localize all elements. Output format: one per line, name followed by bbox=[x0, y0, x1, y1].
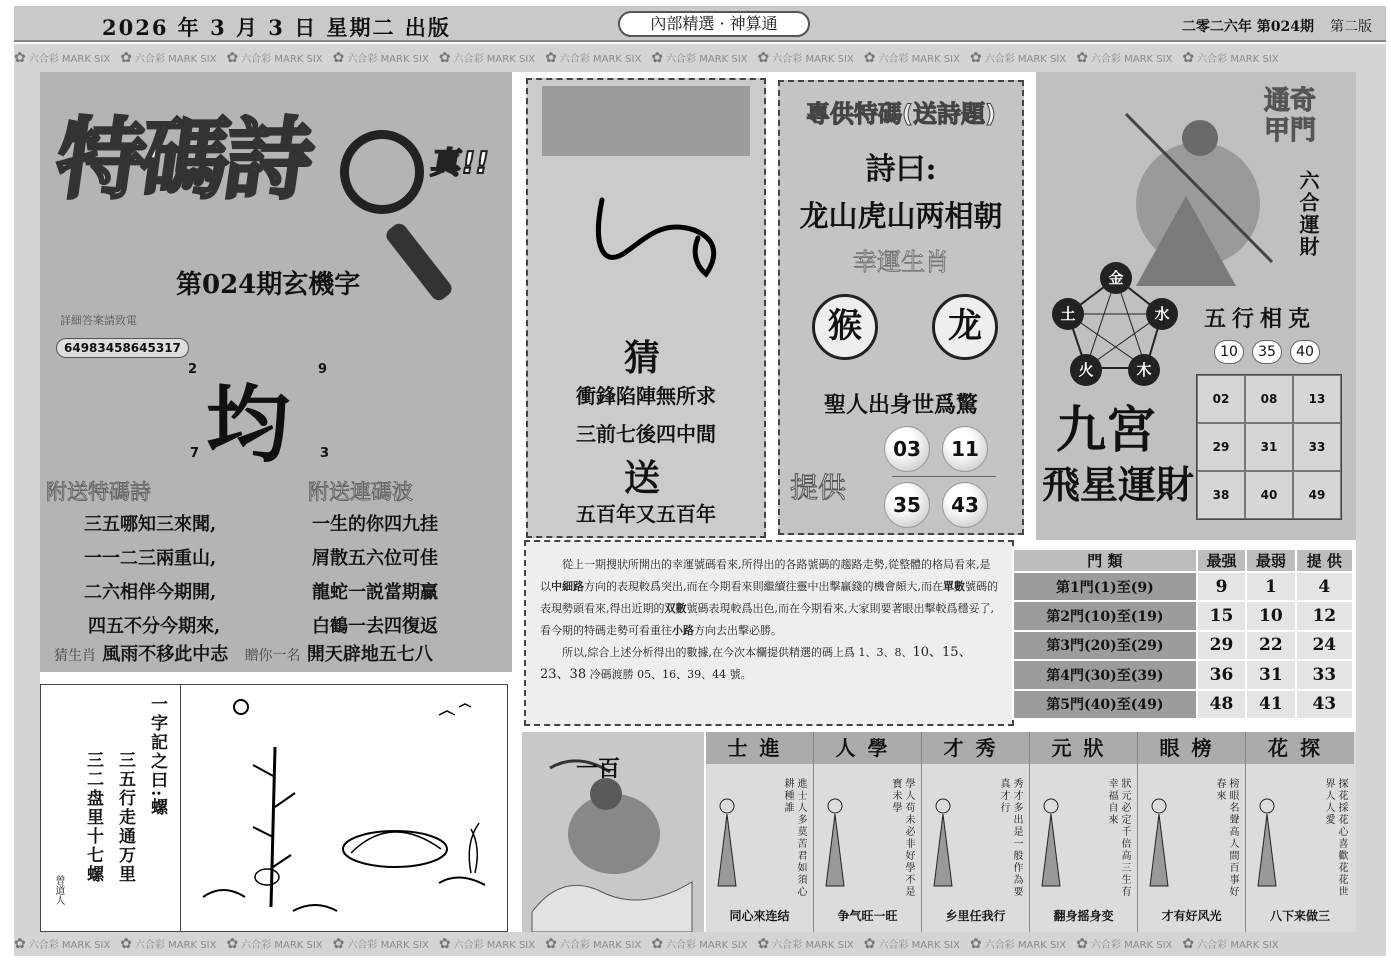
guess-send-panel bbox=[526, 78, 766, 538]
brand-mark: ✿ 六合彩 MARK SIX bbox=[758, 44, 854, 72]
guess-text: 風雨不移此中志 bbox=[102, 644, 229, 665]
brand-mark: ✿ 六合彩 MARK SIX bbox=[1076, 932, 1172, 956]
grid-cell: 02 bbox=[1197, 375, 1245, 423]
title-column bbox=[922, 732, 1030, 932]
analysis-paragraph: 所以,綜合上述分析得出的數據,在今次本欄提供精選的碼上爲 1、3、8、10、15、23、38 冷碼渡勝 05、16、39、44 號。 bbox=[540, 645, 972, 682]
grid-cell: 13 bbox=[1293, 375, 1341, 423]
figure-illustration bbox=[712, 788, 742, 892]
poem-line: 一生的你四九挂 bbox=[312, 514, 438, 535]
masthead-seal: 內部精選 · 神算通 bbox=[618, 11, 810, 37]
brand-mark: ✿ 六合彩 MARK SIX bbox=[864, 44, 960, 72]
column-poem: 探花採花心喜歡花花世界人人愛 bbox=[1323, 778, 1347, 898]
grid-cell: 40 bbox=[1245, 471, 1293, 519]
table-cell: 第2門(10)至(19) bbox=[1013, 601, 1197, 630]
poem-line: 龍蛇一説當期贏 bbox=[312, 582, 438, 603]
grid-cell: 38 bbox=[1197, 471, 1245, 519]
column-header: 元狀 bbox=[1030, 732, 1137, 764]
poem-line: 龙山虎山两相朝 bbox=[799, 199, 1003, 233]
signature: 曾道人 bbox=[53, 875, 64, 905]
brand-mark: ✿ 六合彩 MARK SIX bbox=[120, 932, 216, 956]
column-footer: 翻身摇身变 bbox=[1053, 909, 1114, 923]
table-row bbox=[1013, 601, 1353, 630]
riddle-character: 均 bbox=[206, 375, 291, 474]
brand-mark: ✿ 六合彩 MARK SIX bbox=[545, 932, 641, 956]
verse-heading: 一字記之曰:螺 bbox=[147, 695, 167, 818]
column-footer: 八下来做三 bbox=[1269, 909, 1330, 923]
column-poem: 榜眼名聲高人間百事好春來 bbox=[1214, 778, 1238, 898]
table-cell: 29 bbox=[1197, 631, 1246, 660]
brand-mark: ✿ 六合彩 MARK SIX bbox=[14, 44, 110, 72]
poem-line: 二六相伴今期開, bbox=[84, 582, 217, 603]
table-row bbox=[1013, 631, 1353, 660]
table-cell: 4 bbox=[1296, 572, 1353, 601]
table-cell: 48 bbox=[1197, 690, 1246, 719]
number-ball: 03 bbox=[884, 426, 930, 472]
brand-mark: ✿ 六合彩 MARK SIX bbox=[439, 44, 535, 72]
poem-line: 衝鋒陷陣無所求 bbox=[576, 384, 716, 408]
brand-mark: ✿ 六合彩 MARK SIX bbox=[651, 44, 747, 72]
brand-mark: ✿ 六合彩 MARK SIX bbox=[1182, 44, 1278, 72]
zodiac-badge: 猴 bbox=[812, 294, 878, 360]
column-header: 提 供 bbox=[1296, 549, 1353, 572]
grid-cell: 08 bbox=[1245, 375, 1293, 423]
column-poem: 學人苟未必非好學不是寶未學 bbox=[890, 778, 914, 898]
masthead bbox=[14, 6, 1386, 42]
figure-illustration bbox=[928, 788, 958, 892]
brand-strip-top bbox=[14, 44, 1386, 72]
guess-line bbox=[54, 640, 433, 666]
zodiac-badge: 龙 bbox=[932, 294, 998, 360]
banner-bar bbox=[542, 86, 750, 156]
verse-column bbox=[41, 685, 181, 931]
element-node: 金 bbox=[1100, 262, 1132, 294]
clue-number: 2 bbox=[188, 362, 198, 377]
gift-poem-header: 附送特碼詩 bbox=[46, 480, 151, 504]
special-code-poem-panel bbox=[40, 72, 512, 672]
poem-line: 屑散五六位可佳 bbox=[312, 548, 438, 569]
magnifier-icon bbox=[340, 130, 424, 214]
column-header: 人學 bbox=[814, 732, 921, 764]
column-header: 才秀 bbox=[922, 732, 1029, 764]
banner-label: 一百 bbox=[576, 756, 621, 782]
number-ball: 43 bbox=[942, 482, 988, 528]
table-cell: 33 bbox=[1296, 660, 1353, 689]
brand-mark: ✿ 六合彩 MARK SIX bbox=[545, 44, 641, 72]
analysis-paragraph: 從上一期搜狀所開出的幸運號碼看來,所得出的各路號碼的趨路走勢,從整體的格局看來,是以中細路方向的表現較爲突出,而在今期看來則繼續往靈中出擊贏錢的機會頗大,而在單數號碼的表現勢頭看來,得出近期的双數號碼表現較爲出色,而在今期看來,大家則要著眼出擊較爲穩妥了,看今期的特碼走勢可看重往小路方向去出擊必勝。 bbox=[540, 558, 998, 637]
column-header: 花探 bbox=[1246, 732, 1354, 764]
brand-strip-left bbox=[14, 72, 40, 932]
column-header: 最弱 bbox=[1246, 549, 1295, 572]
column-footer: 同心來连结 bbox=[729, 909, 790, 923]
ink-landscape-drawing bbox=[183, 687, 505, 929]
table-cell: 第1門(1)至(9) bbox=[1013, 572, 1197, 601]
table-cell: 24 bbox=[1296, 631, 1353, 660]
small-note: 詳細答案請致電 bbox=[60, 314, 137, 327]
wuxing-title: 五行相克 bbox=[1204, 306, 1317, 332]
guess-label: 猜生肖 bbox=[54, 648, 96, 664]
send-character: 送 bbox=[624, 457, 661, 499]
feixing-title: 飛星運財 bbox=[1042, 462, 1195, 507]
brand-mark: ✿ 六合彩 MARK SIX bbox=[651, 932, 747, 956]
nine-palace-grid bbox=[1196, 374, 1342, 520]
special-code-panel bbox=[778, 80, 1024, 535]
table-cell: 41 bbox=[1246, 690, 1295, 719]
column-header: 眼榜 bbox=[1138, 732, 1245, 764]
brand-strip-bottom bbox=[14, 932, 1386, 956]
grid-cell: 29 bbox=[1197, 423, 1245, 471]
table-cell: 第4門(30)至(39) bbox=[1013, 660, 1197, 689]
issue-label: 二零二六年 第024期 第二版 bbox=[1181, 19, 1372, 35]
verse-line: 三二盘里十七螺 bbox=[83, 751, 103, 884]
number-ball: 35 bbox=[884, 482, 930, 528]
provide-label: 提供 bbox=[790, 471, 847, 504]
bottom-line: 五百年又五百年 bbox=[576, 502, 716, 526]
panel-title: 特碼詩 bbox=[49, 108, 317, 211]
figure-illustration bbox=[1252, 788, 1282, 892]
title-column bbox=[1030, 732, 1138, 932]
figure-illustration bbox=[1144, 788, 1174, 892]
liuhe-label: 六合運財 bbox=[1296, 170, 1320, 258]
name-text: 開天辟地五七八 bbox=[306, 644, 433, 665]
column-footer: 才有好风光 bbox=[1161, 909, 1222, 923]
poem-line: 聖人出身世爲驚 bbox=[823, 392, 978, 418]
number-chip: 40 bbox=[1290, 340, 1320, 364]
brand-mark: ✿ 六合彩 MARK SIX bbox=[1182, 932, 1278, 956]
poem-line: 三五哪知三來聞, bbox=[84, 514, 217, 535]
element-node: 土 bbox=[1052, 298, 1084, 330]
brand-strip-right bbox=[1356, 72, 1386, 932]
table-cell: 第3門(20)至(29) bbox=[1013, 631, 1197, 660]
figure-illustration bbox=[1036, 788, 1066, 892]
brand-mark: ✿ 六合彩 MARK SIX bbox=[120, 44, 216, 72]
brand-mark: ✿ 六合彩 MARK SIX bbox=[14, 932, 110, 956]
number-ball: 11 bbox=[942, 426, 988, 472]
grid-cell: 33 bbox=[1293, 423, 1341, 471]
table-cell: 12 bbox=[1296, 601, 1353, 630]
name-label: 贈你一名 bbox=[244, 648, 301, 664]
number-chip: 35 bbox=[1252, 340, 1282, 364]
brand-mark: ✿ 六合彩 MARK SIX bbox=[970, 932, 1066, 956]
analysis-text-panel bbox=[524, 540, 1014, 726]
divider bbox=[892, 476, 996, 477]
table-row bbox=[1013, 690, 1353, 719]
nine-palace-panel bbox=[1036, 72, 1356, 540]
phone-number: 64983458645317 bbox=[56, 338, 189, 358]
grid-cell: 31 bbox=[1245, 423, 1293, 471]
table-row bbox=[1013, 572, 1353, 601]
clue-number: 9 bbox=[318, 362, 328, 377]
brand-mark: ✿ 六合彩 MARK SIX bbox=[226, 44, 322, 72]
column-poem: 狀元必定千倍高三生有幸福自來 bbox=[1106, 778, 1130, 898]
god-figure-panel bbox=[522, 732, 704, 932]
column-header: 門 類 bbox=[1013, 549, 1197, 572]
brand-mark: ✿ 六合彩 MARK SIX bbox=[333, 44, 429, 72]
title-tag: 真!! bbox=[428, 146, 492, 181]
brand-mark: ✿ 六合彩 MARK SIX bbox=[864, 932, 960, 956]
element-node: 水 bbox=[1146, 298, 1178, 330]
title-column bbox=[814, 732, 922, 932]
issue-riddle-label: 第024期玄機字 bbox=[176, 270, 361, 300]
guess-character: 猜 bbox=[624, 337, 661, 379]
one-word-panel bbox=[40, 684, 508, 932]
title-column bbox=[1138, 732, 1246, 932]
poem-line: 白鶴一去四復返 bbox=[312, 616, 438, 637]
lucky-zodiac-label: 幸運生肖 bbox=[853, 248, 949, 276]
table-cell: 36 bbox=[1197, 660, 1246, 689]
brand-mark: ✿ 六合彩 MARK SIX bbox=[1076, 44, 1172, 72]
clue-number: 7 bbox=[190, 446, 200, 461]
column-poem: 秀才多出是一般作為要真才行 bbox=[998, 778, 1022, 898]
table-cell: 43 bbox=[1296, 690, 1353, 719]
title-column bbox=[706, 732, 814, 932]
column-header: 士進 bbox=[706, 732, 813, 764]
brand-mark: ✿ 六合彩 MARK SIX bbox=[226, 932, 322, 956]
clue-number: 3 bbox=[320, 446, 330, 461]
table-cell: 10 bbox=[1246, 601, 1295, 630]
figure-illustration bbox=[820, 788, 850, 892]
element-node: 火 bbox=[1070, 354, 1102, 386]
column-poem: 進士人多莫苦君如須心耕種誰 bbox=[782, 778, 806, 898]
element-node: 木 bbox=[1128, 354, 1160, 386]
brand-mark: ✿ 六合彩 MARK SIX bbox=[333, 932, 429, 956]
table-cell: 22 bbox=[1246, 631, 1295, 660]
table-header-row bbox=[1013, 549, 1353, 572]
column-header: 最强 bbox=[1197, 549, 1246, 572]
table-cell: 第5門(40)至(49) bbox=[1013, 690, 1197, 719]
panel-title: 專供特碼(送詩題) bbox=[806, 100, 996, 128]
publish-date: 2026 年 3 月 3 日 星期二 出版 bbox=[102, 15, 451, 40]
poem-line: 四五不分今期來, bbox=[88, 616, 221, 637]
poem-intro: 詩曰: bbox=[865, 152, 937, 187]
table-row bbox=[1013, 660, 1353, 689]
jiugong-title: 九宮 bbox=[1056, 400, 1156, 459]
gift-wave-header: 附送連碼波 bbox=[308, 480, 413, 504]
qimen-label: 通奇甲門 bbox=[1263, 86, 1316, 146]
table-cell: 9 bbox=[1197, 572, 1246, 601]
title-column bbox=[1246, 732, 1354, 932]
ranking-titles-panel bbox=[706, 732, 1356, 932]
brand-mark: ✿ 六合彩 MARK SIX bbox=[439, 932, 535, 956]
table-cell: 15 bbox=[1197, 601, 1246, 630]
page-label: 第二版 bbox=[1330, 19, 1372, 35]
column-footer: 乡里任我行 bbox=[945, 909, 1006, 923]
scribble-drawing bbox=[590, 186, 730, 286]
verse-line: 三五行走通万里 bbox=[115, 751, 135, 884]
table-cell: 1 bbox=[1246, 572, 1295, 601]
column-footer: 争气旺一旺 bbox=[837, 909, 898, 923]
magnifier-handle bbox=[383, 221, 455, 304]
brand-mark: ✿ 六合彩 MARK SIX bbox=[758, 932, 854, 956]
door-number-table bbox=[1012, 548, 1354, 720]
brand-mark: ✿ 六合彩 MARK SIX bbox=[970, 44, 1066, 72]
poem-line: 一一二三兩重山, bbox=[84, 548, 217, 569]
grid-cell: 49 bbox=[1293, 471, 1341, 519]
poem-line: 三前七後四中間 bbox=[576, 422, 716, 446]
number-chip: 10 bbox=[1214, 340, 1244, 364]
table-cell: 31 bbox=[1246, 660, 1295, 689]
